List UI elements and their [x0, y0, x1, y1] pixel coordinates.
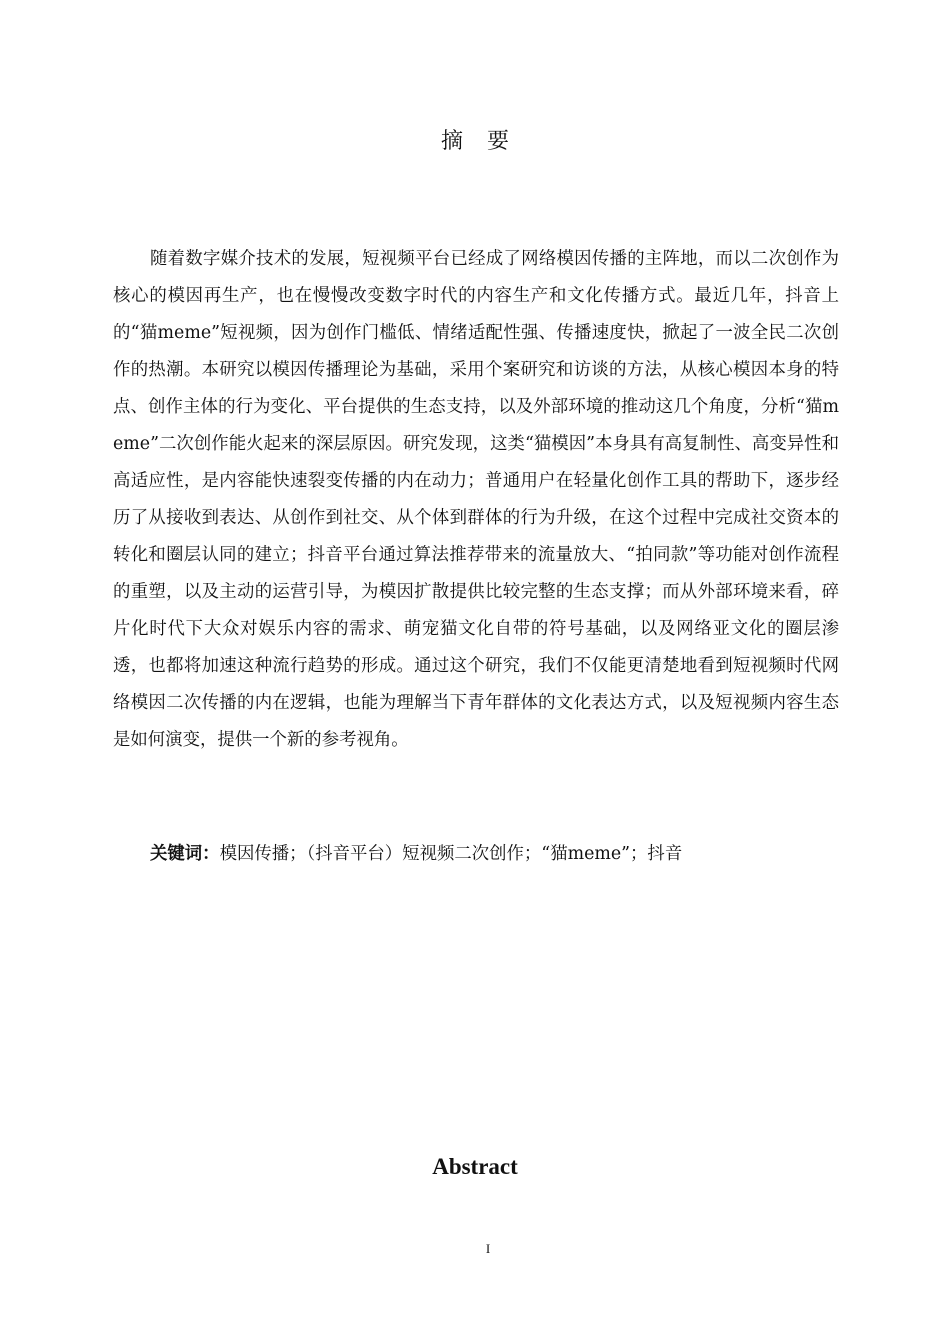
english-abstract-title: Abstract — [432, 1154, 518, 1179]
chinese-abstract-title: 摘要 — [440, 129, 533, 154]
keywords-label: 关键词： — [150, 844, 220, 864]
chinese-abstract-body: 随着数字媒介技术的发展，短视频平台已经成了网络模因传播的主阵地，而以二次创作为核心的模因再生产，也在慢慢改变数字时代的内容生产和文化传播方式。最近几年，抖音上的“猫meme”短视频，因为创作门槛低、情绪适配性强、传播速度快，掀起了一波全民二次创作的热潮。本研究以模因传播理论为基础，采用个案研究和访谈的方法，从核心模因本身的特点、创作主体的行为变化、平台提供的生态支持，以及外部环境的推动这几个角度，分析“猫meme”二次创作能火起来的深层原因。研究发现，这类“猫模因”本身具有高复制性、高变异性和高适应性，是内容能快速裂变传播的内在动力；普通用户在轻量化创作工具的帮助下，逐步经历了从接收到表达、从创作到社交、从个体到群体的行为升级，在这个过程中完成社交资本的转化和圈层认同的建立；抖音平台通过算法推荐带来的流量放大、“拍同款”等功能对创作流程的重塑，以及主动的运营引导，为模因扩散提供比较完整的生态支撑；而从外部环境来看，碎片化时代下大众对娱乐内容的需求、萌宠猫文化自带的符号基础，以及网络亚文化的圈层渗透，也都将加速这种流行趋势的形成。通过这个研究，我们不仅能更清楚地看到短视频时代网络模因二次传播的内在逻辑，也能为理解当下青年群体的文化表达方式，以及短视频内容生态是如何演变，提供一个新的参考视角。 — [113, 249, 839, 750]
keywords-line — [150, 836, 850, 873]
page-number: I — [485, 1241, 491, 1256]
keywords-text: 模因传播；（抖音平台）短视频二次创作；“猫meme”；抖音 — [219, 844, 683, 864]
